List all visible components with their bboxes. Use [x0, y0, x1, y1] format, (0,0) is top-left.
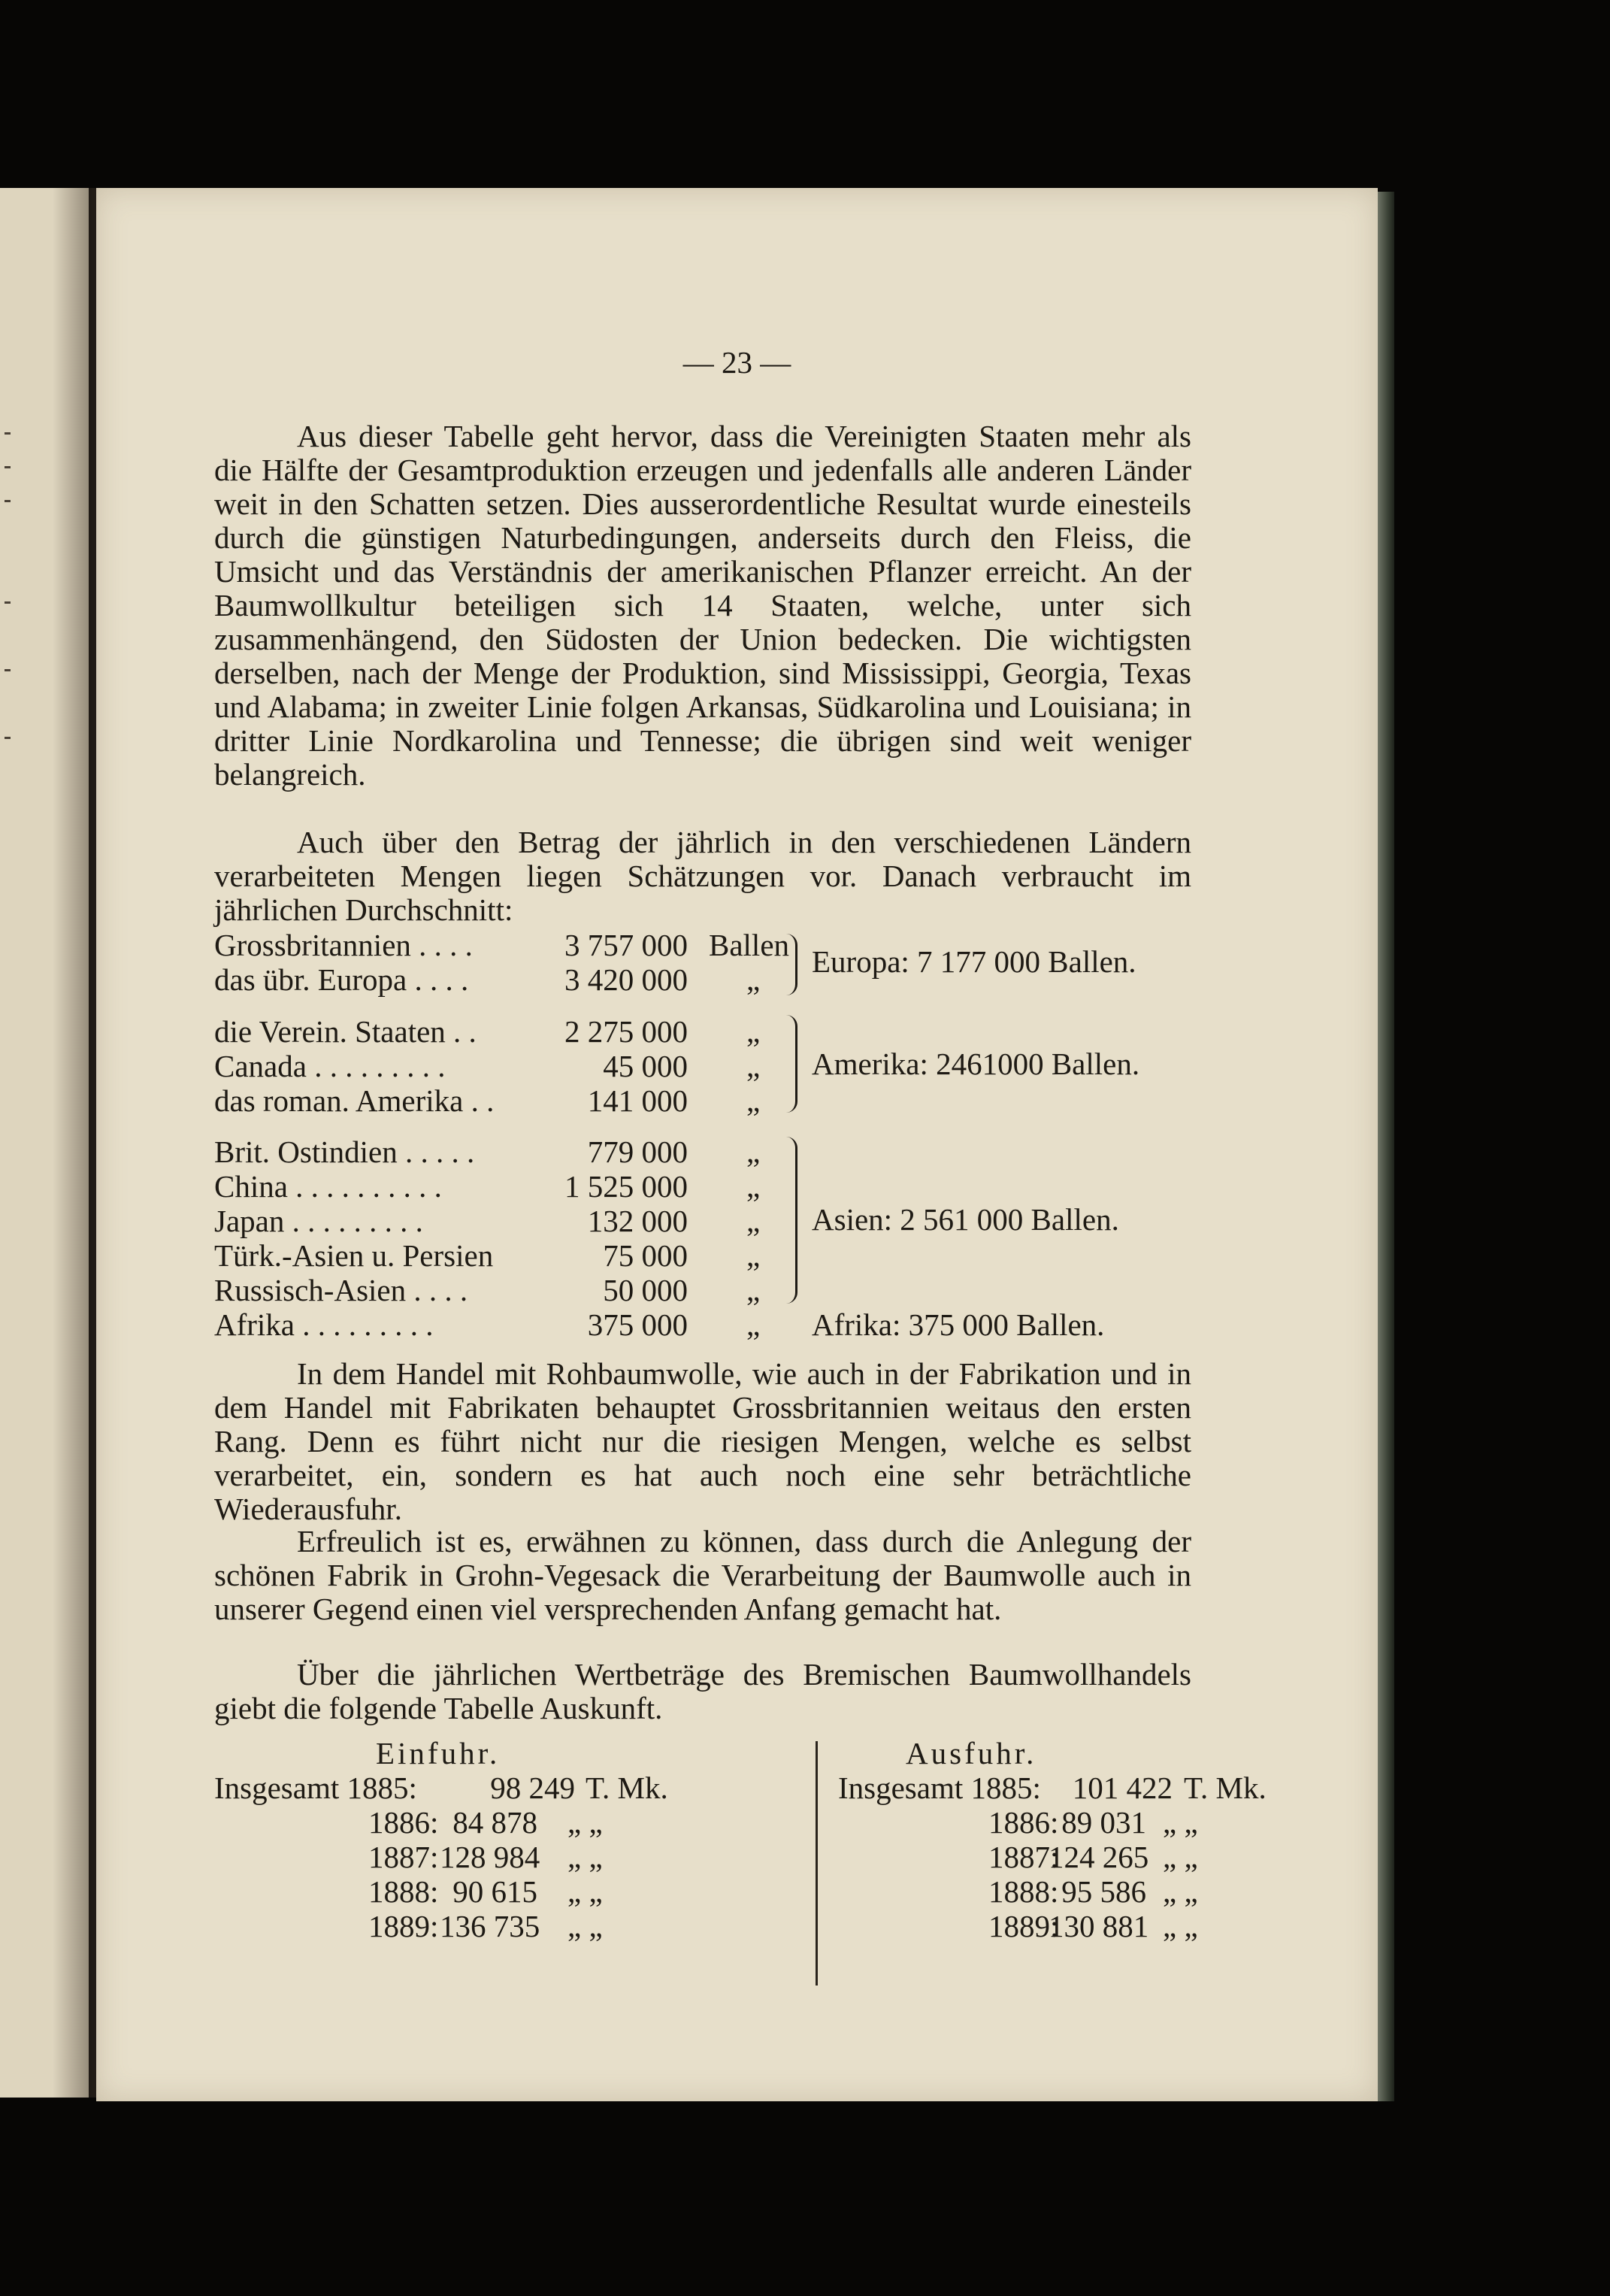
trade-table: [214, 1737, 1304, 1992]
amount: 75 000: [603, 1238, 688, 1273]
export-year: 1886:: [988, 1805, 1059, 1840]
export-unit: „ „: [1163, 1874, 1198, 1909]
import-year: 1888:: [368, 1874, 439, 1909]
export-value: 130 881: [1049, 1909, 1149, 1943]
export-value: 101 422: [1072, 1770, 1173, 1805]
table-row: [214, 1084, 1304, 1119]
left-page-mark: [5, 737, 11, 739]
export-year: 1888:: [988, 1874, 1059, 1909]
table-row: [214, 928, 1304, 963]
table-row: [214, 1015, 1304, 1050]
export-value: 124 265: [1049, 1840, 1149, 1874]
country-label: Grossbritannien . . . .: [214, 928, 473, 962]
export-value: 89 031: [1061, 1805, 1146, 1840]
table-row: [214, 963, 1304, 998]
unit: „: [746, 1169, 761, 1204]
unit: „: [746, 1204, 761, 1238]
country-label: Canada . . . . . . . . .: [214, 1049, 446, 1083]
unit: „: [746, 1134, 761, 1169]
amount: 3 420 000: [564, 962, 688, 997]
group-total: Amerika: 2461000 Ballen.: [812, 1047, 1140, 1081]
unit: „: [746, 1273, 761, 1307]
year-label: Insgesamt 1885:: [214, 1770, 417, 1805]
table-row: [214, 1135, 1304, 1170]
table-row: [214, 1204, 1304, 1239]
group-total: Asien: 2 561 000 Ballen.: [812, 1202, 1119, 1237]
country-label: Brit. Ostindien . . . . .: [214, 1134, 475, 1169]
year-label: Insgesamt 1885:: [838, 1770, 1041, 1805]
import-year: 1887:: [368, 1840, 439, 1874]
consumption-group-asia: [214, 1135, 1304, 1308]
export-value: 95 586: [1061, 1874, 1146, 1909]
amount: 141 000: [587, 1083, 688, 1118]
paragraph: Erfreulich ist es, erwähnen zu können, dass durch die Anlegung der schönen Fabrik in Grohn-Vegesack die Verarbeitung der Baumwolle auch in unserer Gegend einen viel versprechenden Anfang gemacht hat.: [214, 1524, 1191, 1626]
import-value: 98 249: [490, 1770, 575, 1805]
import-unit: „ „: [567, 1909, 603, 1943]
consumption-group-africa: [214, 1308, 1304, 1343]
import-year: 1886:: [368, 1805, 439, 1840]
amount: 3 757 000: [564, 928, 688, 962]
export-heading: Ausfuhr.: [906, 1736, 1037, 1770]
amount: 50 000: [603, 1273, 688, 1307]
left-page-mark: [5, 432, 11, 435]
amount: 779 000: [587, 1134, 688, 1169]
import-unit: „ „: [567, 1840, 603, 1874]
country-label: China . . . . . . . . . .: [214, 1169, 442, 1204]
import-row: [214, 1771, 417, 1805]
amount: 45 000: [603, 1049, 688, 1083]
table-row: [214, 1170, 1304, 1204]
import-value: 90 615: [452, 1874, 537, 1909]
column-divider: [816, 1741, 818, 1986]
group-brace: [786, 1015, 797, 1113]
left-page-mark: [5, 500, 11, 502]
export-year: 1887:: [988, 1840, 1059, 1874]
amount: 2 275 000: [564, 1014, 688, 1049]
table-row: [214, 1308, 1304, 1343]
export-unit: T. Mk.: [1184, 1770, 1267, 1805]
consumption-group-europe: [214, 928, 1304, 998]
import-value: 128 984: [440, 1840, 540, 1874]
unit: Ballen: [709, 928, 790, 962]
country-label: Afrika . . . . . . . . .: [214, 1307, 434, 1342]
unit: „: [746, 1307, 761, 1342]
amount: 375 000: [587, 1307, 688, 1342]
book-page: [96, 188, 1378, 2101]
table-row: [214, 1050, 1304, 1084]
book-gutter-shadow: [53, 188, 98, 2098]
country-label: das übr. Europa . . . .: [214, 962, 469, 997]
export-row: [838, 1771, 1041, 1805]
country-label: Japan . . . . . . . . .: [214, 1204, 423, 1238]
paragraph: Aus dieser Tabelle geht hervor, dass die Vereinigten Staaten mehr als die Hälfte der Gesamtproduktion erzeugen und jedenfalls alle anderen Länder weit in den Schatten setzen. Dies ausserordentliche Resultat wurde einesteils durch die günstigen Naturbedingungen, anderseits durch den Fleiss, die Umsicht und das Verständnis der amerikanischen Pflanzer erreicht. An der Baumwollkultur beteiligen sich 14 Staaten, welche, unter sich zusammenhängend, den Südosten der Union bedecken. Die wichtigsten derselben, nach der Menge der Produktion, sind Mississippi, Georgia, Texas und Alabama; in zweiter Linie folgen Arkansas, Südkarolina und Louisiana; in dritter Linie Nordkarolina und Tennesse; die übrigen sind weit weniger belangreich.: [214, 419, 1191, 792]
left-page-mark: [5, 669, 11, 671]
country-label: das roman. Amerika . .: [214, 1083, 495, 1118]
group-brace: [786, 934, 797, 995]
import-year: 1889:: [368, 1909, 439, 1943]
import-value: 136 735: [440, 1909, 540, 1943]
export-unit: „ „: [1163, 1805, 1198, 1840]
unit: „: [746, 1014, 761, 1049]
country-label: Russisch-Asien . . . .: [214, 1273, 468, 1307]
left-page-mark: [5, 466, 11, 468]
import-heading: Einfuhr.: [376, 1736, 501, 1770]
group-brace: [786, 1137, 797, 1304]
import-unit: „ „: [567, 1874, 603, 1909]
country-label: die Verein. Staaten . .: [214, 1014, 477, 1049]
amount: 1 525 000: [564, 1169, 688, 1204]
group-total: Europa: 7 177 000 Ballen.: [812, 944, 1136, 979]
export-unit: „ „: [1163, 1909, 1198, 1943]
import-value: 84 878: [452, 1805, 537, 1840]
import-unit: „ „: [567, 1805, 603, 1840]
page-edge: [1378, 192, 1394, 2101]
unit: „: [746, 1083, 761, 1118]
paragraph: Über die jährlichen Wertbeträge des Bremischen Baumwollhandels giebt die folgende Tabelle Auskunft.: [214, 1657, 1191, 1725]
paragraph: Auch über den Betrag der jährlich in den verschiedenen Ländern verarbeiteten Mengen liegen Schätzungen vor. Danach verbraucht im jährlichen Durchschnitt:: [214, 825, 1191, 927]
group-total: Afrika: 375 000 Ballen.: [812, 1307, 1105, 1342]
import-unit: T. Mk.: [586, 1770, 668, 1805]
amount: 132 000: [587, 1204, 688, 1238]
country-label: Türk.-Asien u. Persien: [214, 1238, 494, 1273]
left-page-mark: [5, 601, 11, 604]
unit: „: [746, 962, 761, 997]
export-unit: „ „: [1163, 1840, 1198, 1874]
paragraph: In dem Handel mit Rohbaumwolle, wie auch in der Fabrikation und in dem Handel mit Fabrikaten behauptet Grossbritannien weitaus den ersten Rang. Denn es führt nicht nur die riesigen Mengen, welche es selbst verarbeitet, ein, sondern es hat auch noch eine sehr beträchtliche Wiederausfuhr.: [214, 1356, 1191, 1526]
consumption-group-america: [214, 1015, 1304, 1119]
table-row: [214, 1239, 1304, 1274]
page-number: — 23 —: [682, 345, 791, 380]
export-year: 1889:: [988, 1909, 1059, 1943]
table-row: [214, 1274, 1304, 1308]
unit: „: [746, 1049, 761, 1083]
unit: „: [746, 1238, 761, 1273]
